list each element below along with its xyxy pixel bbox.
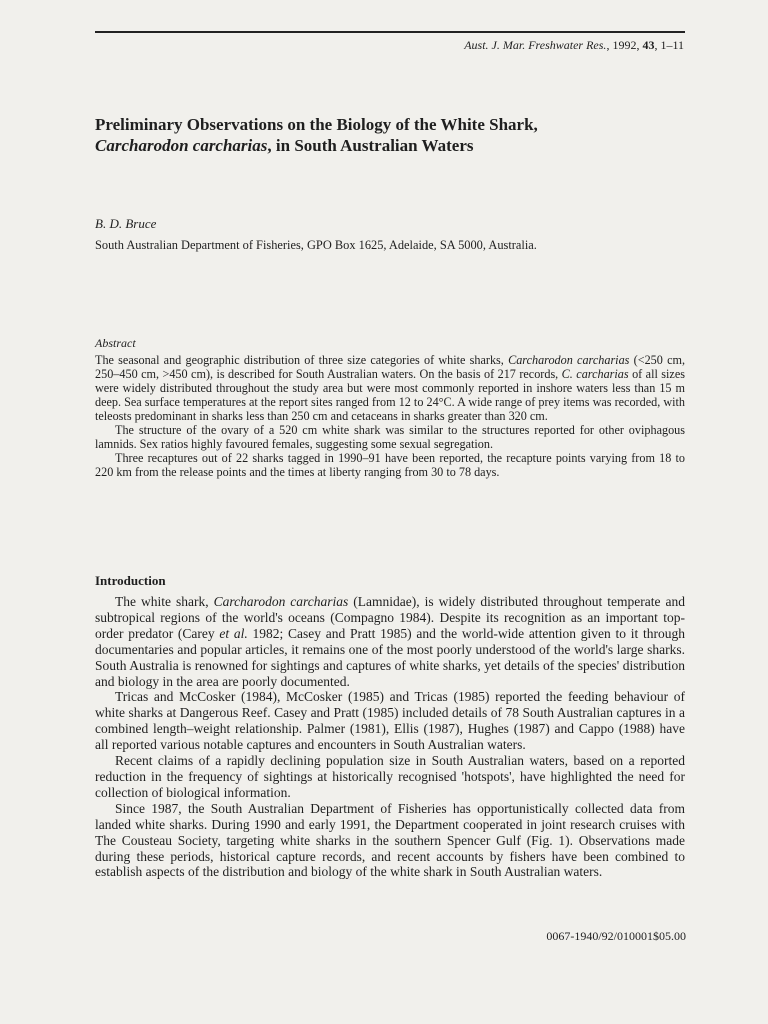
journal-citation <box>464 38 684 53</box>
abstract-text: (<250 cm, 250–450 cm, >450 cm), is described for South Australian waters. On the basis of 217 records, <box>95 353 686 381</box>
intro-paragraph <box>95 594 685 689</box>
header-rule <box>95 31 685 33</box>
journal-pages: , 1–11 <box>654 38 684 52</box>
abstract-heading: Abstract <box>95 336 136 350</box>
intro-text: 1982; Casey and Pratt 1985) and the world-wide attention given to it through documentaries and popular articles, it remains one of the most poorly understood of the world's large sharks. South Australia is renowned for sightings and captures of white sharks, yet details of the species' distribution and biology in the area are poorly documented. <box>95 625 685 689</box>
abstract-species-short: C. carcharias <box>561 367 629 381</box>
title-species: Carcharodon carcharias <box>95 136 268 155</box>
article-code: 0067-1940/92/010001$05.00 <box>546 929 686 943</box>
title-line-1: Preliminary Observations on the Biology of the White Shark, <box>95 115 538 134</box>
journal-name: Aust. J. Mar. Freshwater Res. <box>464 38 607 52</box>
intro-species: Carcharodon carcharias <box>213 594 349 609</box>
intro-text: The white shark, <box>115 594 214 609</box>
journal-volume: 43 <box>642 38 655 52</box>
introduction-body <box>95 594 685 880</box>
abstract-species: Carcharodon carcharias <box>508 353 630 367</box>
intro-paragraph: Since 1987, the South Australian Department of Fisheries has opportunistically collected data from landed white sharks. During 1990 and early 1991, the Department cooperated in joint research cruises with The Cousteau Society, targeting white sharks in the southern Spencer Gulf (Fig. 1). Observations made during these periods, historical capture records, and recent accounts by fishers have been combined to establish aspects of the distribution and biology of the white shark in South Australian waters. <box>95 800 685 880</box>
intro-paragraph: Tricas and McCosker (1984), McCosker (1985) and Tricas (1985) reported the feeding behaviour of white sharks at Dangerous Reef. Casey and Pratt (1985) included details of 78 South Australian captures in a combined length–weight relationship. Palmer (1981), Ellis (1987), Hughes (1987) and Cappo (1988) have all reported various notable captures and encounters in South Australian waters. <box>95 689 685 753</box>
abstract-text: The seasonal and geographic distribution of three size categories of white sharks, <box>95 353 509 367</box>
author: B. D. Bruce <box>95 216 157 231</box>
journal-year: , 1992, <box>606 38 643 52</box>
affiliation: South Australian Department of Fisheries, GPO Box 1625, Adelaide, SA 5000, Australia. <box>95 238 537 252</box>
abstract-text: of all sizes were widely distributed throughout the study area but were most commonly reported in inshore waters less than 15 m deep. Sea surface temperatures at the report sites ranged from 12 to 24°C. A wide range of prey items was recorded, with teleosts predominant in sharks less than 250 cm and cetaceans in sharks greater than 320 cm. <box>95 367 685 423</box>
introduction-heading: Introduction <box>95 573 166 588</box>
abstract-body <box>95 353 685 479</box>
abstract-paragraph <box>95 353 685 423</box>
intro-text: (Lamnidae), is widely distributed throughout temperate and subtropical regions of the world's oceans (Compagno 1984). Despite its recognition as an important top-order predator (Carey <box>95 594 685 641</box>
title-line-2: , in South Australian Waters <box>267 136 474 155</box>
abstract-paragraph: Three recaptures out of 22 sharks tagged in 1990–91 have been reported, the recapture points varying from 18 to 220 km from the release points and the times at liberty ranging from 30 to 78 days. <box>95 451 685 479</box>
intro-paragraph: Recent claims of a rapidly declining population size in South Australian waters, based on a reported reduction in the frequency of sightings at historically recognised 'hotspots', have highlighted the need for collection of biological information. <box>95 753 685 800</box>
paper-title <box>95 114 685 156</box>
intro-et-al: et al. <box>219 625 248 641</box>
abstract-paragraph: The structure of the ovary of a 520 cm white shark was similar to the structures reported for other oviphagous lamnids. Sex ratios highly favoured females, suggesting some sexual segregation. <box>95 423 685 451</box>
